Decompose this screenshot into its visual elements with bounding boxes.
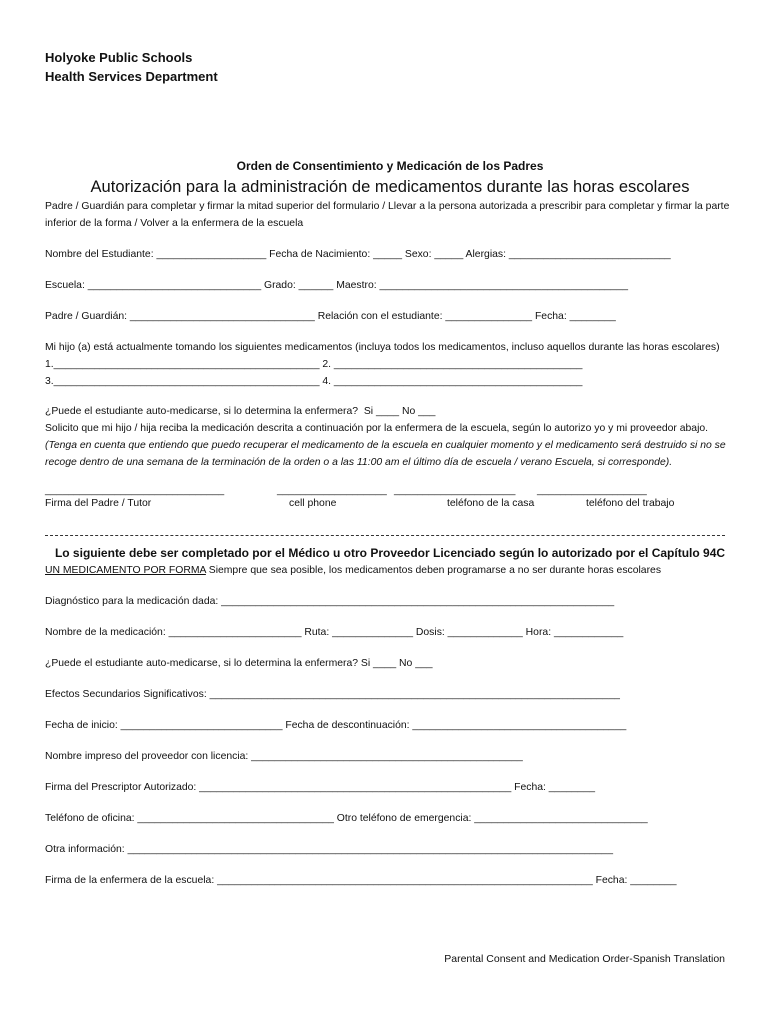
provider-section-title: Lo siguiente debe ser completado por el Médico u otro Proveedor Licenciado según lo autorizado por el Capítulo 94C — [54, 546, 726, 560]
meds-line-3-4[interactable]: 3.______________________________________________ 4. ___________________________________________ — [45, 376, 583, 387]
department-name: Health Services Department — [45, 69, 218, 84]
office-phone-line[interactable]: Teléfono de oficina: __________________________________ Otro teléfono de emergencia: ______________________________ — [45, 813, 648, 824]
home-phone-label: teléfono de la casa — [447, 498, 535, 509]
request-text: Solicito que mi hijo / hija reciba la medicación descrita a continuación por la enfermera de la escuela, según lo autorizo yo y mi proveedor abajo. — [45, 423, 709, 434]
parent-signature-label: Firma del Padre / Tutor — [45, 498, 152, 509]
meds-intro: Mi hijo (a) está actualmente tomando los siguientes medicamentos (incluya todos los medicamentos, incluso aquellos durante las horas escolares) — [45, 342, 720, 353]
home-phone-blank[interactable]: _____________________ — [394, 485, 516, 496]
parent-signature-row — [45, 485, 735, 519]
one-med-text: Siempre que sea posible, los medicamentos deben programarse a no ser durante horas escolares — [205, 565, 662, 576]
student-info-line[interactable]: Nombre del Estudiante: ___________________ Fecha de Nacimiento: _____ Sexo: _____ Alergias: ____________________________ — [45, 249, 671, 260]
one-med-note — [45, 562, 735, 579]
section-divider — [45, 535, 725, 536]
form-title: Orden de Consentimiento y Medicación de los Padres — [236, 159, 544, 173]
one-med-label: UN MEDICAMENTO POR FORMA — [45, 565, 206, 576]
form-subtitle: Autorización para la administración de medicamentos durante las horas escolares — [90, 178, 690, 196]
parent-info-line[interactable]: Padre / Guardián: ________________________________ Relación con el estudiante: _______________ Fecha: ________ — [45, 311, 616, 322]
provider-self-med-line[interactable]: ¿Puede el estudiante auto-medicarse, si lo determina la enfermera? Si ____ No ___ — [45, 658, 433, 669]
nurse-signature-line[interactable]: Firma de la enfermera de la escuela: _________________________________________________________________ Fecha: ________ — [45, 875, 677, 886]
footer-text: Parental Consent and Medication Order-Spanish Translation — [444, 953, 725, 965]
provider-name-line[interactable]: Nombre impreso del proveedor con licencia: _______________________________________________ — [45, 751, 523, 762]
diagnosis-line[interactable]: Diagnóstico para la medicación dada: ____________________________________________________________________ — [45, 596, 615, 607]
self-med-question[interactable]: ¿Puede el estudiante auto-medicarse, si lo determina la enfermera? Si ____ No ___ — [45, 406, 436, 417]
document-page — [45, 48, 735, 889]
medication-name-line[interactable]: Nombre de la medicación: _______________________ Ruta: ______________ Dosis: _____________ Hora: ____________ — [45, 627, 624, 638]
school-info-line[interactable]: Escuela: ______________________________ Grado: ______ Maestro: ___________________________________________ — [45, 280, 628, 291]
cell-phone-label: cell phone — [289, 498, 337, 509]
prescriber-signature-line[interactable]: Firma del Prescriptor Autorizado: ______________________________________________________ Fecha: ________ — [45, 782, 596, 793]
work-phone-label: teléfono del trabajo — [586, 498, 675, 509]
request-paragraph — [45, 420, 735, 471]
parent-signature-blank[interactable]: _______________________________ — [45, 485, 225, 496]
work-phone-blank[interactable]: ___________________ — [537, 485, 647, 496]
org-name: Holyoke Public Schools — [45, 50, 193, 65]
request-note: (Tenga en cuenta que entiendo que puedo recuperar el medicamento de la escuela en cualquier momento y el medicamento será destruido si no se recoge dentro de una semana de la terminación de la orden o a las 11:00 am el último día de escuela / verano Escuela, si corresponde). — [45, 440, 726, 468]
other-info-line[interactable]: Otra información: ____________________________________________________________________________________ — [45, 844, 613, 855]
form-instructions: Padre / Guardián para completar y firmar la mitad superior del formulario / Llevar a la persona autorizada a prescribir para completar y firmar la parte inferior de la forma / Volver a la enfermera de la escuela — [45, 201, 730, 229]
cell-phone-blank[interactable]: ___________________ — [277, 485, 387, 496]
dates-line[interactable]: Fecha de inicio: ____________________________ Fecha de descontinuación: _____________________________________ — [45, 720, 627, 731]
meds-line-1-2[interactable]: 1.______________________________________________ 2. ___________________________________________ — [45, 359, 583, 370]
side-effects-line[interactable]: Efectos Secundarios Significativos: _______________________________________________________________________ — [45, 689, 620, 700]
